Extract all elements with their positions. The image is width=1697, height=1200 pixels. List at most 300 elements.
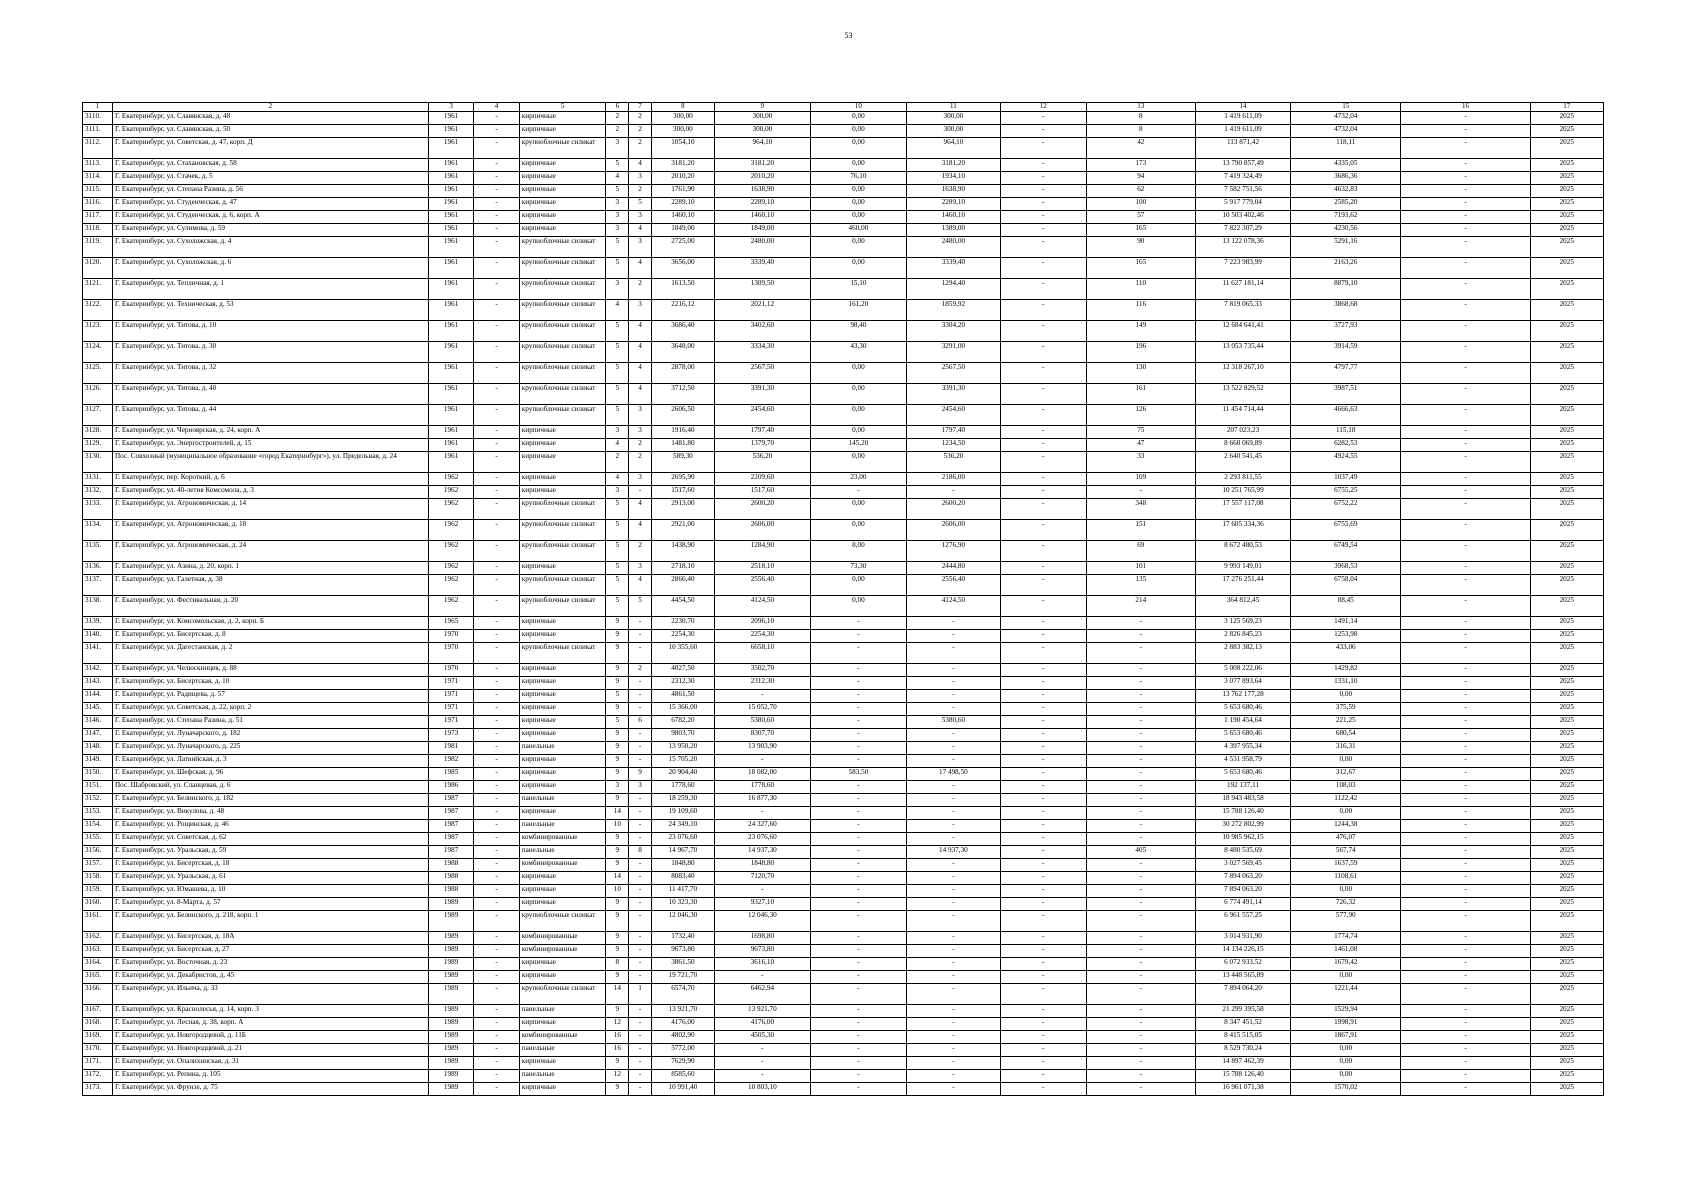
- table-cell: -: [1401, 971, 1530, 984]
- table-cell: 2606,00: [714, 520, 810, 541]
- table-cell: 9: [606, 768, 629, 781]
- table-cell: 14 967,70: [651, 846, 714, 859]
- table-cell: 13 448 565,89: [1196, 971, 1291, 984]
- table-cell: -: [810, 1083, 906, 1096]
- table-cell: 13 122 078,36: [1196, 237, 1291, 258]
- table-cell: -: [474, 405, 519, 426]
- table-cell: 4: [629, 258, 652, 279]
- table-cell: -: [906, 807, 1000, 820]
- table-cell: -: [810, 984, 906, 1005]
- table-cell: 5: [606, 237, 629, 258]
- table-cell: -: [474, 690, 519, 703]
- table-cell: 3167.: [83, 1005, 113, 1018]
- table-cell: 1517,60: [651, 486, 714, 499]
- table-cell: 3120.: [83, 258, 113, 279]
- table-cell: -: [1086, 898, 1195, 911]
- table-cell: 9: [606, 932, 629, 945]
- table-cell: кирпичные: [519, 125, 606, 138]
- table-cell: 2: [629, 541, 652, 562]
- table-row: [83, 971, 1604, 984]
- table-cell: -: [1086, 1044, 1195, 1057]
- table-cell: -: [474, 237, 519, 258]
- table-cell: 9: [606, 630, 629, 643]
- table-cell: 135: [1086, 575, 1195, 596]
- table-cell: 4802,90: [651, 1031, 714, 1044]
- table-cell: 0,00: [1291, 885, 1401, 898]
- table-cell: -: [1401, 781, 1530, 794]
- table-row: [83, 499, 1604, 520]
- table-cell: -: [1086, 716, 1195, 729]
- column-number-cell: 2: [112, 103, 428, 112]
- table-cell: 3181,20: [714, 159, 810, 172]
- table-cell: 2: [629, 125, 652, 138]
- table-cell: 3304,20: [906, 321, 1000, 342]
- table-cell: 2025: [1530, 630, 1603, 643]
- table-cell: кирпичные: [519, 211, 606, 224]
- table-cell: -: [906, 932, 1000, 945]
- table-cell: 2025: [1530, 541, 1603, 562]
- table-cell: 4230,56: [1291, 224, 1401, 237]
- table-cell: 12 684 641,41: [1196, 321, 1291, 342]
- table-row: [83, 820, 1604, 833]
- table-cell: 2025: [1530, 499, 1603, 520]
- table-cell: -: [810, 1018, 906, 1031]
- table-cell: -: [474, 958, 519, 971]
- table-cell: -: [474, 198, 519, 211]
- table-cell: 316,31: [1291, 742, 1401, 755]
- table-cell: Г. Екатеринбург, ул. Фрунзе, д. 75: [112, 1083, 428, 1096]
- table-cell: -: [1401, 596, 1530, 617]
- table-cell: Г. Екатеринбург, ул. Студенческая, д. 6, корп. А: [112, 211, 428, 224]
- table-cell: -: [810, 643, 906, 664]
- table-cell: 2025: [1530, 237, 1603, 258]
- table-cell: 1961: [428, 384, 473, 405]
- table-cell: 8: [1086, 125, 1195, 138]
- table-cell: -: [1000, 363, 1086, 384]
- table-cell: 5: [629, 198, 652, 211]
- table-cell: 2230,70: [651, 617, 714, 630]
- table-cell: -: [1086, 958, 1195, 971]
- table-cell: 88,45: [1291, 596, 1401, 617]
- table-cell: 5: [606, 690, 629, 703]
- table-cell: 5: [606, 596, 629, 617]
- table-cell: -: [1401, 1070, 1530, 1083]
- table-row: [83, 198, 1604, 211]
- table-cell: крупноблочные силикат: [519, 596, 606, 617]
- table-cell: 2025: [1530, 971, 1603, 984]
- table-cell: -: [1000, 211, 1086, 224]
- table-cell: 3 027 569,45: [1196, 859, 1291, 872]
- table-cell: 1962: [428, 499, 473, 520]
- table-cell: 1973: [428, 729, 473, 742]
- column-number-cell: 10: [810, 103, 906, 112]
- table-cell: 5: [629, 596, 652, 617]
- table-cell: 2025: [1530, 342, 1603, 363]
- column-number-cell: 14: [1196, 103, 1291, 112]
- table-cell: 2695,90: [651, 473, 714, 486]
- table-cell: 5: [606, 716, 629, 729]
- table-cell: 4732,04: [1291, 112, 1401, 125]
- table-cell: 1517,60: [714, 486, 810, 499]
- table-cell: 1848,80: [651, 859, 714, 872]
- table-cell: -: [629, 1070, 652, 1083]
- table-cell: 9: [606, 1005, 629, 1018]
- table-cell: 1971: [428, 703, 473, 716]
- table-cell: Г. Екатеринбург, ул. Черноярская, д. 24, корп. А: [112, 426, 428, 439]
- table-cell: 9: [606, 846, 629, 859]
- table-cell: -: [906, 872, 1000, 885]
- table-cell: 3166.: [83, 984, 113, 1005]
- table-cell: 9: [606, 898, 629, 911]
- table-cell: -: [906, 486, 1000, 499]
- table-cell: -: [474, 742, 519, 755]
- table-cell: -: [1401, 690, 1530, 703]
- table-cell: -: [1000, 300, 1086, 321]
- table-cell: -: [474, 1057, 519, 1070]
- table-cell: 2: [629, 185, 652, 198]
- table-cell: -: [906, 911, 1000, 932]
- table-cell: 2312,30: [714, 677, 810, 690]
- table-cell: 8 672 480,53: [1196, 541, 1291, 562]
- table-cell: -: [1086, 729, 1195, 742]
- table-cell: -: [474, 716, 519, 729]
- table-cell: -: [714, 690, 810, 703]
- table-cell: 5 008 222,06: [1196, 664, 1291, 677]
- table-cell: 192 137,11: [1196, 781, 1291, 794]
- table-row: [83, 520, 1604, 541]
- table-cell: кирпичные: [519, 872, 606, 885]
- table-row: [83, 473, 1604, 486]
- table-cell: 8 529 730,24: [1196, 1044, 1291, 1057]
- table-cell: -: [1000, 846, 1086, 859]
- table-cell: 3: [629, 211, 652, 224]
- table-cell: 1989: [428, 911, 473, 932]
- table-cell: -: [906, 617, 1000, 630]
- table-cell: 3: [606, 211, 629, 224]
- table-row: [83, 807, 1604, 820]
- table-cell: 15 705,20: [651, 755, 714, 768]
- table-cell: 3712,50: [651, 384, 714, 405]
- table-cell: 6758,04: [1291, 575, 1401, 596]
- table-row: [83, 1044, 1604, 1057]
- table-cell: 90: [1086, 237, 1195, 258]
- table-cell: Г. Екатеринбург, ул. Радищева, д. 57: [112, 690, 428, 703]
- table-cell: 1961: [428, 125, 473, 138]
- table-cell: 9: [606, 742, 629, 755]
- table-cell: 2163,26: [1291, 258, 1401, 279]
- table-cell: 2518,10: [714, 562, 810, 575]
- table-cell: -: [474, 703, 519, 716]
- table-cell: 3968,53: [1291, 562, 1401, 575]
- table-cell: 2025: [1530, 911, 1603, 932]
- table-cell: Г. Екатеринбург, ул. Бисертская, д. 18А: [112, 932, 428, 945]
- table-cell: 1849,00: [714, 224, 810, 237]
- table-cell: 12 318 267,10: [1196, 363, 1291, 384]
- column-number-cell: 16: [1401, 103, 1530, 112]
- table-cell: -: [1000, 452, 1086, 473]
- table-cell: -: [474, 486, 519, 499]
- table-cell: крупноблочные силикат: [519, 541, 606, 562]
- table-cell: 8 347 451,52: [1196, 1018, 1291, 1031]
- table-cell: -: [474, 755, 519, 768]
- table-cell: 7 894 064,20: [1196, 984, 1291, 1005]
- table-cell: 1988: [428, 859, 473, 872]
- table-cell: панельные: [519, 1044, 606, 1057]
- table-cell: 3139.: [83, 617, 113, 630]
- table-cell: -: [1000, 820, 1086, 833]
- table-cell: 145,20: [810, 439, 906, 452]
- table-cell: 3: [629, 405, 652, 426]
- table-cell: 2025: [1530, 677, 1603, 690]
- table-cell: 3110.: [83, 112, 113, 125]
- table-cell: -: [714, 885, 810, 898]
- table-cell: -: [906, 984, 1000, 1005]
- table-cell: 13 522 829,52: [1196, 384, 1291, 405]
- table-cell: 4: [629, 384, 652, 405]
- table-cell: -: [1000, 1005, 1086, 1018]
- table-cell: 1 419 611,09: [1196, 125, 1291, 138]
- table-cell: -: [1401, 405, 1530, 426]
- table-cell: 3125.: [83, 363, 113, 384]
- table-cell: -: [1086, 617, 1195, 630]
- table-cell: -: [1086, 932, 1195, 945]
- table-cell: 2025: [1530, 439, 1603, 452]
- table-cell: Г. Екатеринбург, ул. Советская, д. 47, корп. Д: [112, 138, 428, 159]
- table-cell: 3686,36: [1291, 172, 1401, 185]
- table-cell: -: [1401, 703, 1530, 716]
- table-cell: -: [629, 859, 652, 872]
- table-cell: 6: [629, 716, 652, 729]
- table-cell: -: [474, 112, 519, 125]
- table-cell: 14: [606, 872, 629, 885]
- table-cell: -: [474, 945, 519, 958]
- table-row: [83, 426, 1604, 439]
- table-cell: 2600,20: [906, 499, 1000, 520]
- table-cell: 5: [606, 499, 629, 520]
- table-cell: 1962: [428, 541, 473, 562]
- table-cell: -: [1000, 172, 1086, 185]
- table-cell: -: [810, 781, 906, 794]
- table-cell: -: [1401, 742, 1530, 755]
- table-cell: 16: [606, 1031, 629, 1044]
- table-cell: 94: [1086, 172, 1195, 185]
- table-cell: 4: [606, 439, 629, 452]
- table-row: [83, 742, 1604, 755]
- table-cell: 3127.: [83, 405, 113, 426]
- table-cell: 9: [606, 794, 629, 807]
- table-cell: Г. Екатеринбург, ул. Титова, д. 32: [112, 363, 428, 384]
- table-cell: 12: [606, 1018, 629, 1031]
- table-cell: 1637,59: [1291, 859, 1401, 872]
- table-cell: 14 134 226,15: [1196, 945, 1291, 958]
- table-cell: Г. Екатеринбург, ул. Уральская, д. 61: [112, 872, 428, 885]
- table-cell: 1987: [428, 794, 473, 807]
- table-cell: -: [474, 643, 519, 664]
- table-cell: 567,74: [1291, 846, 1401, 859]
- table-cell: 312,67: [1291, 768, 1401, 781]
- table-cell: -: [1401, 300, 1530, 321]
- table-cell: 4176,00: [651, 1018, 714, 1031]
- column-number-cell: 3: [428, 103, 473, 112]
- table-cell: 1989: [428, 958, 473, 971]
- column-number-cell: 17: [1530, 103, 1603, 112]
- table-cell: 151: [1086, 520, 1195, 541]
- table-cell: Г. Екатеринбург, ул. Луначарского, д. 182: [112, 729, 428, 742]
- table-cell: -: [1401, 617, 1530, 630]
- table-cell: 3119.: [83, 237, 113, 258]
- table-cell: -: [1401, 1083, 1530, 1096]
- table-row: [83, 898, 1604, 911]
- table-cell: -: [1000, 279, 1086, 300]
- table-cell: 3121.: [83, 279, 113, 300]
- table-cell: -: [1000, 384, 1086, 405]
- table-cell: 3164.: [83, 958, 113, 971]
- table-cell: -: [1000, 755, 1086, 768]
- table-cell: -: [629, 807, 652, 820]
- table-cell: 3154.: [83, 820, 113, 833]
- table-cell: -: [810, 1005, 906, 1018]
- table-cell: 15 052,70: [714, 703, 810, 716]
- table-cell: 2606,00: [906, 520, 1000, 541]
- table-cell: 1481,80: [651, 439, 714, 452]
- table-cell: 13 921,70: [651, 1005, 714, 1018]
- table-cell: 1054,10: [651, 138, 714, 159]
- table-cell: кирпичные: [519, 885, 606, 898]
- table-cell: -: [1401, 363, 1530, 384]
- table-cell: -: [474, 781, 519, 794]
- table-cell: -: [474, 1070, 519, 1083]
- table-cell: -: [906, 1083, 1000, 1096]
- table-cell: 7 819 065,33: [1196, 300, 1291, 321]
- table-row: [83, 1083, 1604, 1096]
- table-cell: кирпичные: [519, 768, 606, 781]
- table-cell: -: [474, 575, 519, 596]
- table-cell: 17 605 334,36: [1196, 520, 1291, 541]
- table-cell: 1294,40: [906, 279, 1000, 300]
- table-row: [83, 321, 1604, 342]
- table-cell: 5: [606, 159, 629, 172]
- table-cell: Г. Екатеринбург, ул. Шефская, д. 96: [112, 768, 428, 781]
- table-cell: -: [1000, 1031, 1086, 1044]
- table-cell: -: [1401, 958, 1530, 971]
- table-cell: -: [474, 833, 519, 846]
- table-cell: 43,30: [810, 342, 906, 363]
- table-cell: 3124.: [83, 342, 113, 363]
- table-cell: 3: [606, 224, 629, 237]
- table-cell: 165: [1086, 258, 1195, 279]
- table-cell: 0,00: [810, 520, 906, 541]
- table-cell: 2025: [1530, 224, 1603, 237]
- table-cell: -: [1086, 872, 1195, 885]
- table-cell: 6658,10: [714, 643, 810, 664]
- table-cell: 2921,00: [651, 520, 714, 541]
- table-cell: 2025: [1530, 363, 1603, 384]
- table-cell: 17 557 117,08: [1196, 499, 1291, 520]
- table-cell: -: [1401, 342, 1530, 363]
- table-cell: 2186,00: [906, 473, 1000, 486]
- column-number-cell: 13: [1086, 103, 1195, 112]
- table-cell: Г. Екатеринбург, ул. Титова, д. 40: [112, 384, 428, 405]
- table-cell: -: [906, 742, 1000, 755]
- table-cell: 300,00: [906, 125, 1000, 138]
- table-row: [83, 1057, 1604, 1070]
- table-cell: 5: [606, 405, 629, 426]
- table-cell: 1916,40: [651, 426, 714, 439]
- table-cell: 3152.: [83, 794, 113, 807]
- table-cell: 5: [606, 258, 629, 279]
- table-cell: 75: [1086, 426, 1195, 439]
- table-cell: 5 653 680,46: [1196, 768, 1291, 781]
- table-cell: -: [474, 384, 519, 405]
- table-cell: 0,00: [810, 596, 906, 617]
- table-cell: 15 788 126,40: [1196, 807, 1291, 820]
- table-cell: 3: [629, 172, 652, 185]
- table-cell: 1761,90: [651, 185, 714, 198]
- table-cell: -: [1086, 677, 1195, 690]
- table-cell: 12 046,30: [714, 911, 810, 932]
- column-number-cell: 15: [1291, 103, 1401, 112]
- table-row: [83, 486, 1604, 499]
- table-cell: -: [474, 617, 519, 630]
- table-cell: 1961: [428, 138, 473, 159]
- table-cell: 19 109,60: [651, 807, 714, 820]
- table-cell: 2480,00: [714, 237, 810, 258]
- table-cell: -: [906, 1018, 1000, 1031]
- table-cell: 2 826 845,23: [1196, 630, 1291, 643]
- table-cell: 10 323,30: [651, 898, 714, 911]
- table-cell: 10: [606, 885, 629, 898]
- table-cell: -: [1000, 473, 1086, 486]
- table-cell: 1961: [428, 159, 473, 172]
- table-cell: 2866,40: [651, 575, 714, 596]
- table-cell: 5: [606, 562, 629, 575]
- table-cell: 3153.: [83, 807, 113, 820]
- table-cell: 17 498,50: [906, 768, 1000, 781]
- table-cell: 8879,10: [1291, 279, 1401, 300]
- table-cell: 536,20: [906, 452, 1000, 473]
- table-cell: -: [474, 279, 519, 300]
- table-cell: кирпичные: [519, 1018, 606, 1031]
- table-cell: -: [810, 898, 906, 911]
- table-row: [83, 405, 1604, 426]
- table-cell: 2585,20: [1291, 198, 1401, 211]
- table-cell: -: [906, 630, 1000, 643]
- table-cell: кирпичные: [519, 172, 606, 185]
- table-cell: -: [629, 958, 652, 971]
- table-cell: кирпичные: [519, 426, 606, 439]
- column-number-cell: 9: [714, 103, 810, 112]
- table-cell: 0,00: [810, 575, 906, 596]
- table-cell: -: [474, 768, 519, 781]
- table-cell: 2: [629, 112, 652, 125]
- table-cell: -: [474, 562, 519, 575]
- table-cell: 8585,60: [651, 1070, 714, 1083]
- table-cell: 2025: [1530, 617, 1603, 630]
- table-cell: -: [1401, 768, 1530, 781]
- table-cell: 3: [629, 426, 652, 439]
- table-cell: -: [474, 677, 519, 690]
- table-cell: -: [629, 486, 652, 499]
- table-cell: 18 082,00: [714, 768, 810, 781]
- table-cell: 3117.: [83, 211, 113, 224]
- table-cell: 9803,70: [651, 729, 714, 742]
- table-cell: -: [1086, 1005, 1195, 1018]
- table-cell: 2025: [1530, 279, 1603, 300]
- table-cell: 1 190 454,64: [1196, 716, 1291, 729]
- table-cell: -: [1000, 630, 1086, 643]
- table-row: [83, 872, 1604, 885]
- table-cell: Г. Екатеринбург, ул. Сухоложская, д. 4: [112, 237, 428, 258]
